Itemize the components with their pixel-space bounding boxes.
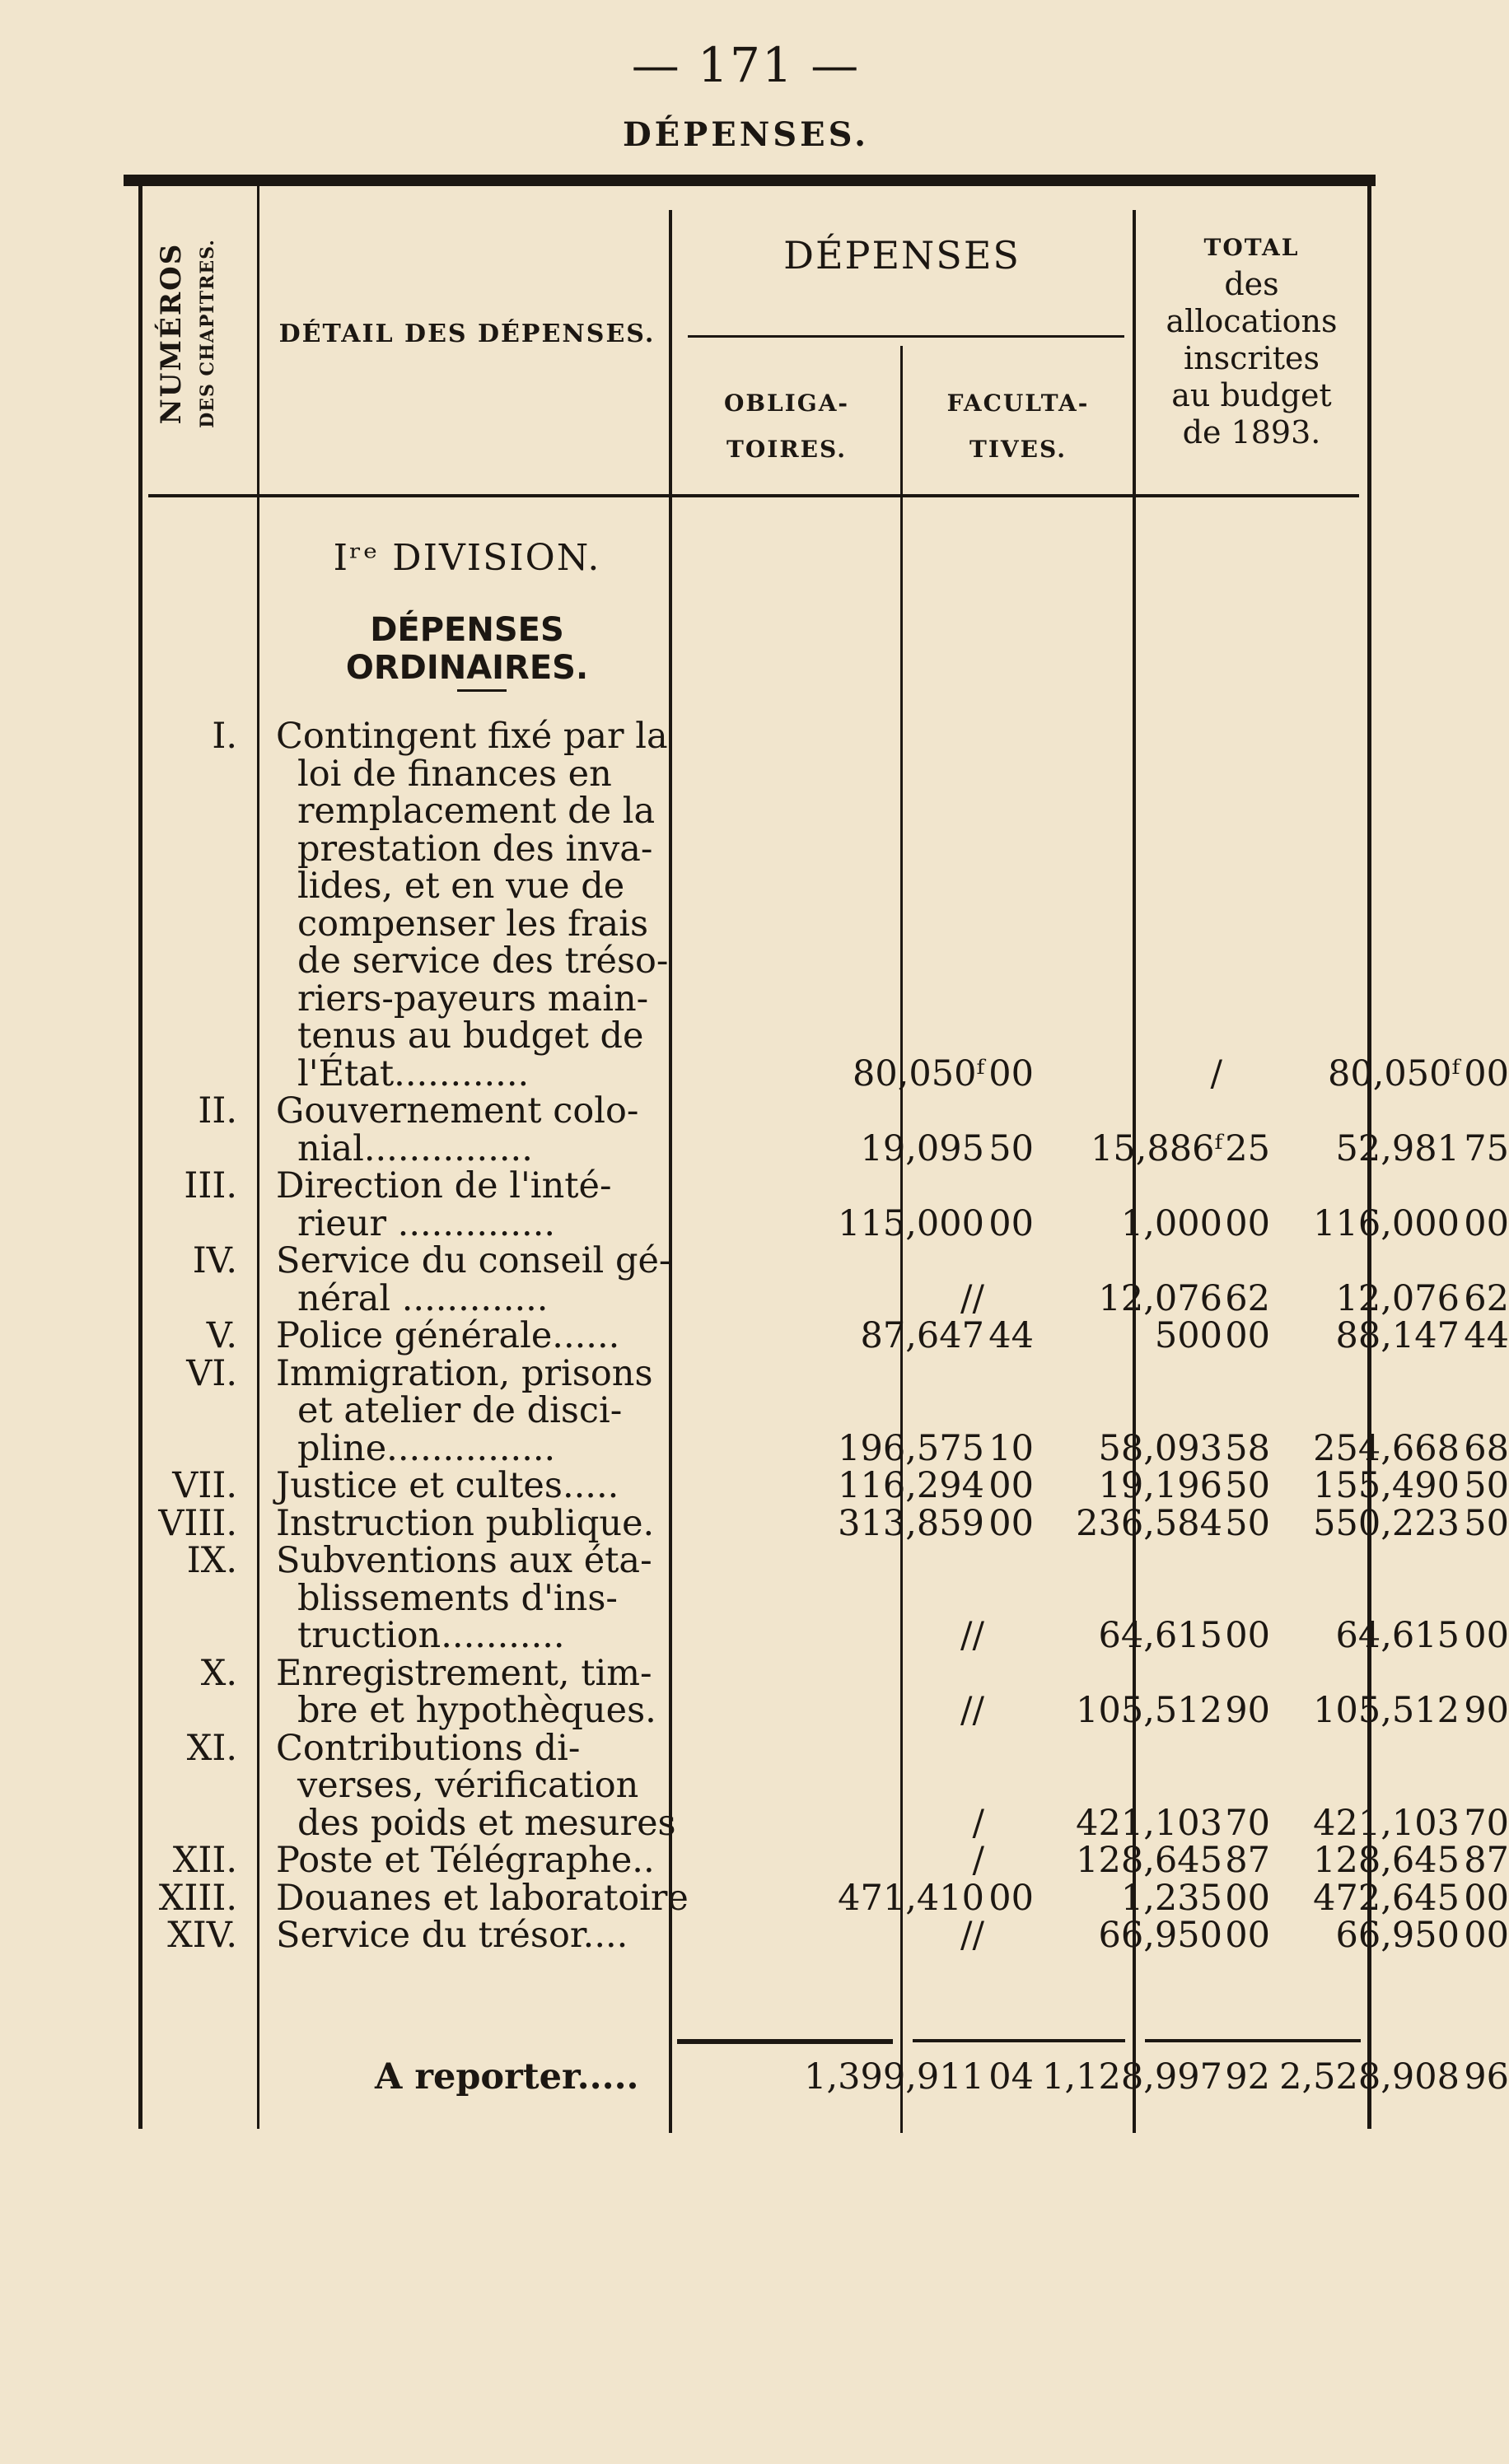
total-value: 155,490 — [1313, 1465, 1460, 1506]
facult-value: 12,076 — [1098, 1278, 1222, 1319]
running-head: DÉPENSES. — [622, 115, 870, 154]
chapter-label-line: Immigration, prisons — [276, 1353, 653, 1394]
total-amount — [1120, 1053, 1509, 1094]
facult-value: 66,950 — [1098, 1915, 1222, 1956]
facult-cents: 50 — [1225, 1503, 1270, 1544]
total-cents: 00 — [1464, 1615, 1509, 1656]
table-row — [140, 718, 1367, 755]
table-row — [140, 940, 1367, 982]
table-row — [140, 978, 1367, 1020]
oblig-value: / — [972, 1803, 984, 1844]
facult-cents: 00 — [1225, 1315, 1270, 1356]
oblig-value: // — [960, 1615, 984, 1656]
header-total — [1138, 229, 1365, 451]
table-row — [140, 1542, 1367, 1580]
table-row — [140, 1315, 1509, 1356]
chapter-label-line: nial............... — [297, 1128, 533, 1169]
total-cents: 50 — [1464, 1465, 1509, 1506]
table-row — [140, 1915, 1509, 1956]
total-cents: 00 — [1464, 1053, 1509, 1094]
chapter-label-line: prestation des inva- — [297, 828, 653, 870]
table-row — [140, 1203, 1509, 1244]
chapter-label-line: pline............... — [297, 1428, 556, 1469]
sum-rule-total — [1145, 2039, 1361, 2042]
total-value: 472,645 — [1313, 1878, 1460, 1919]
total-value: 64,615 — [1335, 1615, 1460, 1656]
header-detail: DÉTAIL DES DÉPENSES. — [278, 320, 656, 348]
header-obligatoires-line2: TOIRES. — [726, 436, 847, 463]
page-number: — 171 — — [631, 37, 861, 93]
chapter-label-line: Direction de l'inté- — [276, 1165, 612, 1206]
total-amount — [1120, 1315, 1509, 1356]
total-value: 550,223 — [1313, 1503, 1460, 1544]
facult-value: 105,512 — [1076, 1690, 1222, 1731]
division-subtitle: DÉPENSES ORDINAIRES. — [345, 611, 589, 687]
header-total-line4: inscrites — [1184, 340, 1320, 376]
oblig-value: 80,050ᶠ — [853, 1053, 984, 1094]
chapter-label-line: et atelier de disci- — [297, 1390, 623, 1431]
oblig-value: // — [960, 1690, 984, 1731]
chapter-label-line: Instruction publique. — [276, 1503, 655, 1544]
chapter-label-line: verses, vérification — [297, 1765, 639, 1806]
oblig-cents: 50 — [988, 1128, 1034, 1169]
oblig-cents: 00 — [988, 1053, 1034, 1094]
table-row — [140, 1503, 1509, 1544]
facult-value: / — [1210, 1053, 1222, 1094]
reporter-label: A reporter..... — [375, 2056, 639, 2098]
chapter-label-line: Contingent fixé par la — [276, 716, 668, 757]
table-row — [140, 1615, 1509, 1656]
oblig-value: // — [960, 1915, 984, 1956]
total-cents: 00 — [1464, 1878, 1509, 1919]
division-title: Iʳᵉ DIVISION. — [333, 537, 601, 579]
chapter-number: VIII. — [158, 1503, 237, 1544]
table-row — [140, 903, 1367, 945]
chapter-label-line: néral ............. — [297, 1278, 549, 1319]
table-row — [140, 1090, 1367, 1132]
top-rule — [124, 175, 1376, 186]
table-row — [140, 1767, 1367, 1804]
header-rule — [148, 494, 1359, 497]
total-cents: 50 — [1464, 1503, 1509, 1544]
total-cents: 68 — [1464, 1428, 1509, 1469]
header-facultatives-line2: TIVES. — [969, 436, 1067, 463]
total-amount — [1120, 1880, 1509, 1917]
total-amount — [1120, 1203, 1509, 1244]
total-cents: 62 — [1464, 1278, 1509, 1319]
header-total-line3: allocations — [1166, 303, 1338, 339]
chapter-label-line: Service du trésor.... — [276, 1915, 628, 1956]
chapter-number: X. — [200, 1653, 237, 1694]
chapter-number: IX. — [186, 1540, 237, 1581]
sum-rule-facult — [913, 2039, 1125, 2042]
total-value: 52,981 — [1335, 1128, 1460, 1169]
total-value: 88,147 — [1335, 1315, 1460, 1356]
total-value: 254,668 — [1313, 1428, 1460, 1469]
header-total-line5: au budget — [1171, 377, 1332, 413]
reporter-facult-value: 1,128,997 — [1042, 2056, 1222, 2098]
reporter-total-cents: 96 — [1464, 2056, 1509, 2098]
reporter-oblig-value: 1,399,911 — [804, 2056, 984, 2098]
total-amount — [1120, 1617, 1509, 1654]
facult-value: 1,000 — [1120, 1203, 1222, 1244]
chapter-number: V. — [206, 1315, 237, 1356]
sum-rule-oblig — [677, 2039, 893, 2044]
total-cents: 00 — [1464, 1203, 1509, 1244]
oblig-value: 196,575 — [838, 1428, 984, 1469]
chapter-number: III. — [184, 1165, 237, 1206]
facult-cents: 25 — [1225, 1128, 1270, 1169]
reporter-facult-cents: 92 — [1225, 2056, 1270, 2098]
chapter-label-line: lides, et en vue de — [297, 866, 625, 907]
total-amount — [1120, 1128, 1509, 1169]
header-total-line1: TOTAL — [1203, 234, 1300, 261]
chapter-label-line: remplacement de la — [297, 791, 656, 832]
total-cents: 00 — [1464, 1915, 1509, 1956]
table-row — [140, 1128, 1509, 1169]
chapter-label-line: Service du conseil gé- — [276, 1240, 671, 1281]
total-cents: 90 — [1464, 1690, 1509, 1731]
table-row — [140, 1278, 1509, 1319]
facult-cents: 90 — [1225, 1690, 1270, 1731]
facult-cents: 00 — [1225, 1615, 1270, 1656]
table-row — [140, 1655, 1367, 1692]
table-row — [140, 828, 1367, 870]
chapter-label-line: blissements d'ins- — [297, 1578, 618, 1619]
chapter-number: XI. — [186, 1728, 237, 1769]
chapter-label-line: rieur .............. — [297, 1203, 556, 1244]
facult-cents: 62 — [1225, 1278, 1270, 1319]
reporter-row — [140, 2056, 1509, 2098]
depenses-brace-rule — [688, 335, 1124, 338]
facult-value: 1,235 — [1120, 1878, 1222, 1919]
chapter-number: IV. — [192, 1240, 237, 1281]
facult-value: 58,093 — [1098, 1428, 1222, 1469]
total-amount — [1120, 1430, 1509, 1468]
oblig-cents: 10 — [988, 1428, 1034, 1469]
chapter-label-line: Contributions di- — [276, 1728, 581, 1769]
chapter-label-line: bre et hypothèques. — [297, 1690, 656, 1731]
total-amount — [1120, 1917, 1509, 1954]
chapter-number: VII. — [172, 1465, 237, 1506]
chapter-label-line: Douanes et laboratoire — [276, 1878, 689, 1919]
total-cents: 75 — [1464, 1128, 1509, 1169]
oblig-cents: 44 — [988, 1315, 1034, 1356]
chapter-label-line: des poids et mesures — [297, 1803, 676, 1844]
chapter-label-line: Gouvernement colo- — [276, 1090, 639, 1132]
chapter-label-line: riers-payeurs main- — [297, 978, 649, 1020]
oblig-value: 471,410 — [838, 1878, 984, 1919]
table-row — [140, 1465, 1509, 1506]
table-row — [140, 1240, 1367, 1281]
chapter-number: XIV. — [167, 1915, 237, 1956]
header-total-line2: des — [1224, 266, 1279, 302]
header-numeros-line2: DES CHAPITRES. — [197, 239, 218, 428]
oblig-value: / — [972, 1840, 984, 1881]
oblig-value: 19,095 — [860, 1128, 984, 1169]
facult-cents: 70 — [1225, 1803, 1270, 1844]
oblig-value: 87,647 — [860, 1315, 984, 1356]
facult-value: 421,103 — [1076, 1803, 1222, 1844]
chapter-number: II. — [198, 1090, 237, 1132]
table-row — [140, 1878, 1509, 1919]
total-value: 80,050ᶠ — [1328, 1053, 1460, 1094]
table-row — [140, 1690, 1509, 1731]
oblig-value: 313,859 — [838, 1503, 984, 1544]
header-numeros-line1: NUMÉROS — [155, 242, 188, 425]
total-value: 66,950 — [1335, 1915, 1460, 1956]
table-row — [140, 1353, 1367, 1394]
chapter-label-line: tenus au budget de — [297, 1015, 644, 1057]
chapter-label-line: Police générale...... — [276, 1315, 620, 1356]
table-row — [140, 1428, 1509, 1469]
chapter-number: I. — [212, 716, 237, 757]
chapter-label-line: Subventions aux éta- — [276, 1540, 652, 1581]
oblig-value: 115,000 — [838, 1203, 984, 1244]
chapter-label-line: de service des tréso- — [297, 940, 669, 982]
table-row — [140, 1053, 1509, 1094]
oblig-cents: 00 — [988, 1465, 1034, 1506]
reporter-oblig-cents: 04 — [988, 2056, 1034, 2098]
facult-value: 19,196 — [1098, 1465, 1222, 1506]
facult-cents: 58 — [1225, 1428, 1270, 1469]
table-row — [140, 1015, 1367, 1057]
total-value: 12,076 — [1335, 1278, 1460, 1319]
header-facultatives — [906, 380, 1130, 473]
chapter-label-line: Justice et cultes..... — [276, 1465, 619, 1506]
facult-value: 15,886ᶠ — [1091, 1128, 1222, 1169]
total-cents: 44 — [1464, 1315, 1509, 1356]
table-row — [140, 1165, 1367, 1206]
chapter-number: XII. — [172, 1840, 237, 1881]
chapter-label-line: l'État............ — [297, 1053, 530, 1094]
chapter-label-line: compenser les frais — [297, 903, 649, 945]
header-total-line6: de 1893. — [1182, 414, 1321, 450]
table-row — [140, 793, 1367, 830]
chapter-label-line: loi de finances en — [297, 754, 612, 795]
oblig-cents: 00 — [988, 1503, 1034, 1544]
chapter-label-line: truction........... — [297, 1615, 565, 1656]
header-obligatoires-line1: OBLIGA- — [723, 390, 850, 417]
facult-cents: 00 — [1225, 1203, 1270, 1244]
table-row — [140, 1580, 1367, 1617]
total-amount — [1120, 1465, 1509, 1506]
division-dash — [457, 689, 507, 692]
total-amount — [1120, 1805, 1509, 1842]
chapter-number: XIII. — [158, 1878, 237, 1919]
header-numeros — [140, 198, 239, 469]
facult-value: 500 — [1154, 1315, 1222, 1356]
reporter-total-value: 2,528,908 — [1279, 2056, 1460, 2098]
table-row — [140, 868, 1367, 905]
oblig-value: 116,294 — [838, 1465, 984, 1506]
facult-cents: 00 — [1225, 1878, 1270, 1919]
facult-cents: 00 — [1225, 1915, 1270, 1956]
total-amount — [1120, 1278, 1509, 1319]
total-value: 116,000 — [1313, 1203, 1460, 1244]
table-row — [140, 1730, 1367, 1767]
total-value: 421,103 — [1313, 1803, 1460, 1844]
oblig-cents: 00 — [988, 1203, 1034, 1244]
header-facultatives-line1: FACULTA- — [946, 390, 1090, 417]
facult-value: 64,615 — [1098, 1615, 1222, 1656]
total-amount — [1120, 1842, 1509, 1879]
facult-value: 236,584 — [1076, 1503, 1222, 1544]
total-amount — [1120, 1692, 1509, 1729]
facult-value: 128,645 — [1076, 1840, 1222, 1881]
table-row — [140, 1840, 1509, 1881]
chapter-label-line: Enregistrement, tim- — [276, 1653, 652, 1694]
chapter-label-line: Poste et Télégraphe.. — [276, 1840, 655, 1881]
total-value: 128,645 — [1313, 1840, 1460, 1881]
facult-cents: 87 — [1225, 1840, 1270, 1881]
oblig-cents: 00 — [988, 1878, 1034, 1919]
total-cents: 70 — [1464, 1803, 1509, 1844]
total-amount — [1120, 1505, 1509, 1542]
header-obligatoires — [675, 380, 898, 473]
table-row — [140, 1390, 1367, 1431]
total-cents: 87 — [1464, 1840, 1509, 1881]
chapter-number: VI. — [186, 1353, 237, 1394]
oblig-value: // — [960, 1278, 984, 1319]
header-depenses: DÉPENSES — [783, 233, 1021, 278]
facult-cents: 50 — [1225, 1465, 1270, 1506]
total-value: 105,512 — [1313, 1690, 1460, 1731]
table-row — [140, 1803, 1509, 1844]
table-row — [140, 756, 1367, 793]
